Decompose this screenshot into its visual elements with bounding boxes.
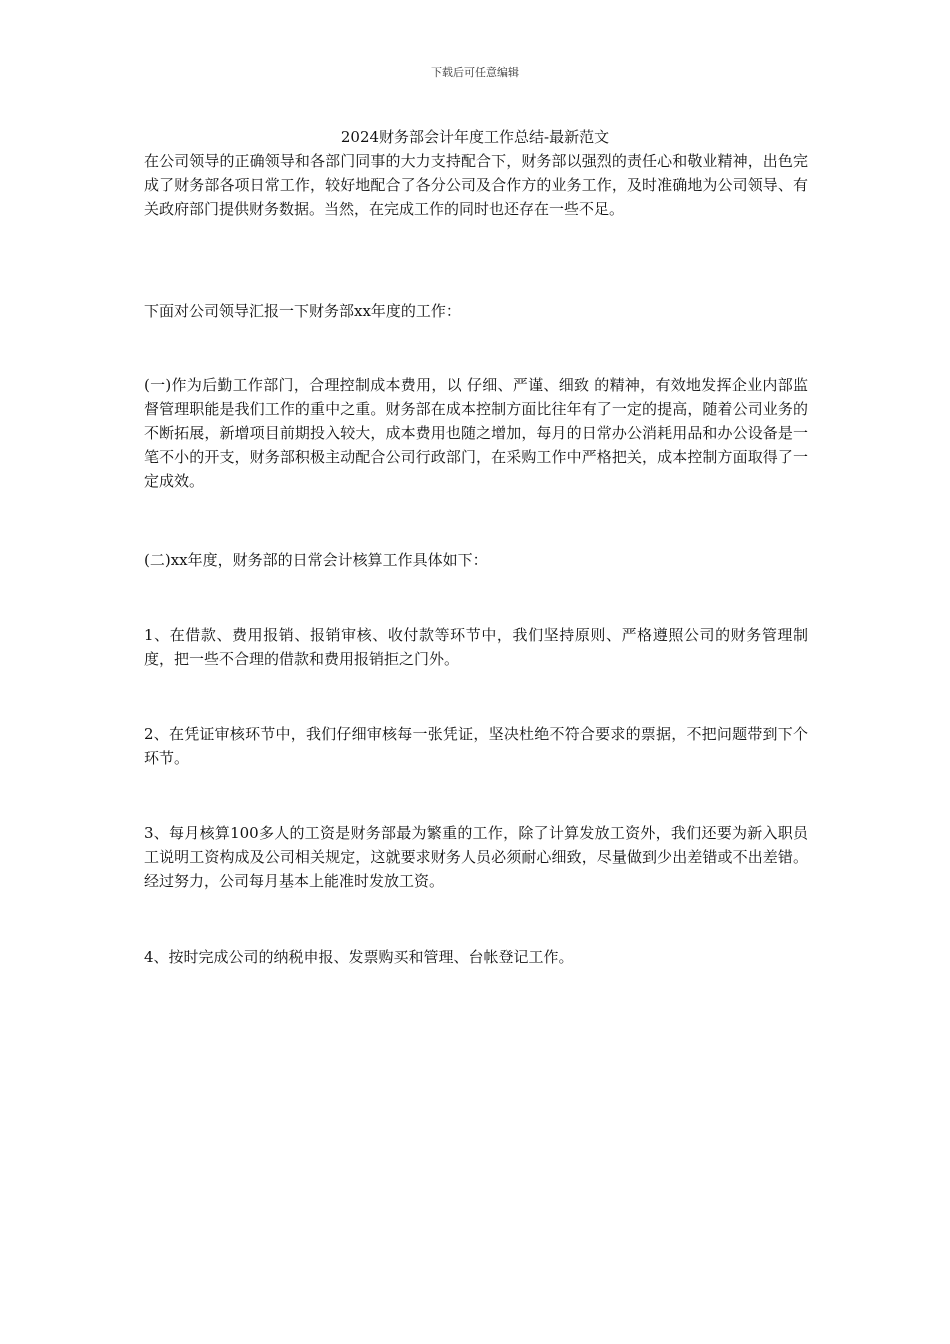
report-intro-paragraph: 下面对公司领导汇报一下财务部xx年度的工作：	[144, 302, 461, 320]
item-one-paragraph: 1、在借款、费用报销、报销审核、收付款等环节中，我们坚持原则、严格遵照公司的财务管理制度，把一些不合理的借款和费用报销拒之门外。	[144, 626, 808, 668]
item-three-paragraph: 3、每月核算100多人的工资是财务部最为繁重的工作，除了计算发放工资外，我们还要为新入职员工说明工资构成及公司相关规定，这就要求财务人员必须耐心细致，尽量做到少出差错或不出差错。经过努力，公司每月基本上能准时发放工资。	[144, 824, 808, 890]
item-four-paragraph: 4、按时完成公司的纳税申报、发票购买和管理、台帐登记工作。	[144, 948, 574, 966]
header-note: 下载后可任意编辑	[431, 66, 519, 79]
item-two-paragraph: 2、在凭证审核环节中，我们仔细审核每一张凭证，坚决杜绝不符合要求的票据，不把问题带到下个环节。	[144, 725, 808, 767]
section-two-heading-paragraph: (二)xx年度，财务部的日常会计核算工作具体如下：	[144, 551, 488, 569]
document-title: 2024财务部会计年度工作总结-最新范文	[340, 128, 610, 146]
section-one-paragraph: (一)作为后勤工作部门，合理控制成本费用，以 仔细、严谨、细致 的精神，有效地发挥企业内部监督管理职能是我们工作的重中之重。财务部在成本控制方面比往年有了一定的提高，随着公司业务的不断拓展，新增项目前期投入较大，成本费用也随之增加，每月的日常办公消耗用品和办公设备是一笔不小的开支，财务部积极主动配合公司行政部门，在采购工作中严格把关，成本控制方面取得了一定成效。	[144, 376, 808, 490]
intro-paragraph: 在公司领导的正确领导和各部门同事的大力支持配合下，财务部以强烈的责任心和敬业精神，出色完成了财务部各项日常工作，较好地配合了各分公司及合作方的业务工作，及时准确地为公司领导、有关政府部门提供财务数据。当然，在完成工作的同时也还存在一些不足。	[144, 152, 808, 218]
